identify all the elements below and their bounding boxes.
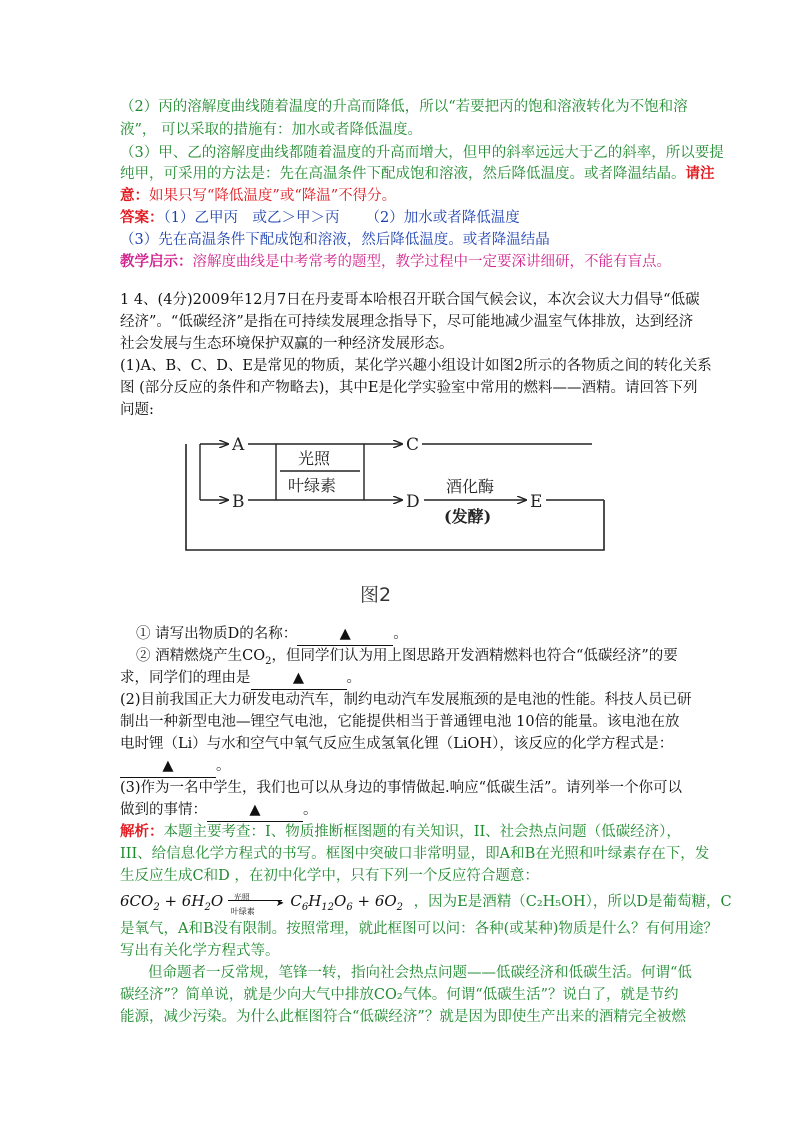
reaction-arrow [228, 892, 286, 916]
arrow-condition-bottom: 叶绿素 [230, 907, 255, 916]
answer-1: （1）乙甲丙 或乙＞甲＞丙 [163, 210, 340, 226]
part2-end: 。 [216, 758, 231, 774]
equation-line [120, 890, 732, 916]
q14-line-2: 经济”。“低碳经济”是指在可持续发展理念指导下，尽可能地减少温室气体排放，达到经济 [120, 314, 694, 330]
node-a: A [232, 435, 245, 455]
analysis-line-4-text: 纯甲，可采用的方法是：先在高温条件下配成饱和溶液，然后降低温度。或者降温结晶。 [120, 166, 686, 182]
q14-part1-line-1: (1)A、B、C、D、E是常见的物质，某化学兴趣小组设计如图2所示的各物质之间的转化关系 [120, 358, 712, 374]
answer-blank-3[interactable] [120, 755, 216, 778]
part3-line-2 [120, 799, 690, 822]
q14-line-1: 1 4、(4分)2009年12月7日在丹麦哥本哈根召开联合国气候会议，本次会议大力倡导“低碳 [120, 292, 700, 308]
solution-label: 解析： [120, 823, 164, 840]
note-label: 请注 [685, 165, 715, 182]
node-e: E [530, 492, 543, 512]
answer-blank-1[interactable] [297, 623, 393, 646]
part2-line-1: (2)目前我国正大力研发电动汽车，制约电动汽车发展瓶颈的是电池的性能。科技人员已研 [120, 692, 692, 708]
answer-blank-4[interactable] [207, 799, 303, 822]
answer-2: （2）加水或者降低温度 [365, 210, 520, 226]
answer-blank-2[interactable] [251, 667, 347, 690]
answer-line-1 [120, 207, 690, 229]
analysis-line-3: （3）甲、乙的溶解度曲线都随着温度的升高而增大，但甲的斜率远远大于乙的斜率，所以要提 [120, 145, 724, 161]
analysis-line-4 [120, 163, 715, 185]
subq-2-end: 。 [346, 670, 361, 686]
solution-line-3: 生反应生成C和D ，在初中化学中，只有下列一个反应符合题意： [120, 868, 539, 884]
solution-line-4: 是氧气，A和B没有限制。按照常理，就此框图可以问：各种(或某种)物质是什么？有何用途？ [120, 921, 718, 937]
answer-label: 答案： [120, 209, 164, 226]
part2-line-3: 电时锂（Li）与水和空气中氧气反应生成氢氧化锂（LiOH），该反应的化学方程式是： [120, 736, 674, 752]
answer-3: （3）先在高温条件下配成饱和溶液，然后降低温度。或者降温结晶 [120, 232, 550, 248]
analysis-line-2: 液”， 可以采取的措施有：加水或者降低温度。 [120, 122, 423, 138]
part2-line-4 [120, 755, 690, 778]
tip-label: 教学启示： [120, 253, 193, 270]
node-b: B [232, 492, 245, 512]
solution-line-5: 写出有关化学方程式等。 [120, 943, 280, 959]
conversion-diagram [180, 428, 610, 558]
triangle-icon: ▲ [249, 802, 261, 818]
subq-2-text-b: ，但同学们认为用上图思路开发酒精燃料也符合“低碳经济”的要 [271, 648, 678, 664]
subq-2-subscript: 2 [265, 655, 272, 667]
q14-line-3: 社会发展与生态环境保护双赢的一种经济发展形态。 [120, 336, 454, 352]
q14-part1-line-2: 图 (部分反应的条件和产物略去)，其中E是化学实验室中常用的燃料——酒精。请回答下列 [120, 380, 698, 396]
arrow-head-icon: ➤ [275, 898, 285, 909]
solution-line-7: 碳经济”？简单说，就是少向大气中排放CO₂气体。何谓“低碳生活”？说白了，就是节约 [120, 987, 679, 1003]
subq-1 [136, 623, 706, 646]
triangle-icon: ▲ [339, 626, 351, 642]
figure-caption: 图2 [360, 584, 392, 606]
solution-line-6: 但命题者一反常规，笔锋一转，指向社会热点问题——低碳经济和低碳生活。何谓“低 [148, 965, 692, 981]
solution-line-8: 能源，减少污染。为什么此框图符合“低碳经济”？就是因为即使生产出来的酒精完全被燃 [120, 1009, 686, 1025]
subq-2-reason: 求，同学们的理由是 [120, 670, 251, 686]
note-line [120, 185, 690, 207]
subq-2-line-2 [120, 667, 690, 690]
condition-chlorophyll: 叶绿素 [288, 476, 337, 495]
solution-text-1: 本题主要考查：I、物质推断框图题的有关知识，II、社会热点问题（低碳经济）， [163, 824, 681, 840]
solution-line-2: III、给信息化学方程式的书写。框图中突破口非常明显，即A和B在光照和叶绿素存在下，发 [120, 846, 710, 862]
condition-light: 光照 [298, 449, 331, 468]
part2-line-2: 制出一种新型电池—锂空气电池，它能提供相当于普通锂电池 10倍的能量。该电池在放 [120, 714, 680, 730]
arrow-condition-top: 光照 [233, 893, 250, 902]
chemical-equation-products: $C_6H_{12}O_6 + 6O_2$ [290, 892, 404, 913]
triangle-icon: ▲ [162, 758, 174, 774]
note-label-2: 意： [120, 187, 149, 204]
triangle-icon: ▲ [292, 670, 305, 686]
node-c: C [406, 435, 420, 455]
subq-1-end: 。 [393, 626, 408, 642]
analysis-line-1: （2）丙的溶解度曲线随着温度的升高而降低，所以“若要把丙的饱和溶液转化为不饱和溶 [120, 99, 688, 115]
tip-text: 溶解度曲线是中考常考的题型，教学过程中一定要深讲细研，不能有盲点。 [192, 254, 671, 270]
q14-part1-line-3: 问题: [120, 402, 154, 418]
condition-enzyme: 酒化酶 [446, 477, 495, 496]
equation-tail: ，因为E是酒精（C₂H₅OH），所以D是葡萄糖，C [413, 894, 732, 910]
solution-line-1 [120, 821, 690, 843]
subq-2-text-a: ② 酒精燃烧产生CO [136, 648, 266, 664]
part3-text: 做到的事情： [120, 802, 207, 818]
chemical-equation: $6CO_2 + 6H_2O$ [120, 892, 224, 913]
node-d: D [406, 492, 420, 512]
note-text: 如果只写“降低温度”或“降温”不得分。 [149, 188, 397, 204]
part3-end: 。 [303, 802, 318, 818]
subq-1-text: ① 请写出物质D的名称： [136, 626, 298, 642]
condition-fermentation: (发酵) [444, 507, 492, 526]
teaching-tip [120, 251, 690, 273]
part3-line-1: (3)作为一名中学生，我们也可以从身边的事情做起.响应“低碳生活”。请列举一个你可以 [120, 780, 682, 796]
